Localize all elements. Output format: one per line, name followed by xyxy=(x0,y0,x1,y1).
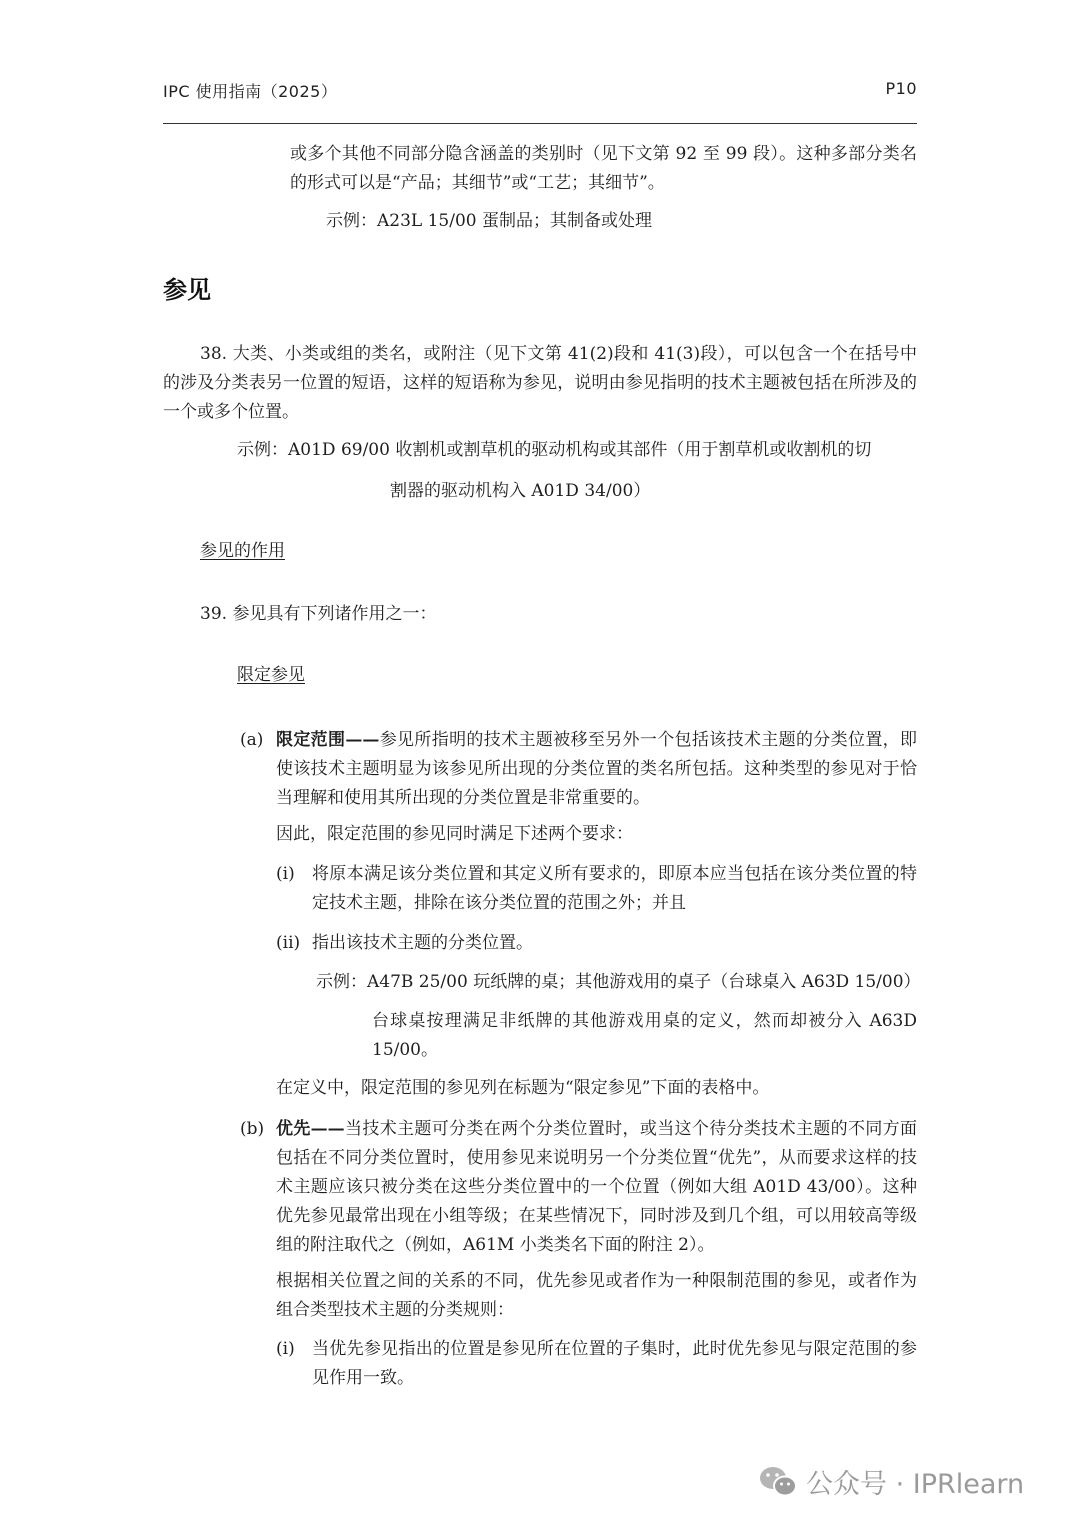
item-a-paragraph xyxy=(276,726,917,813)
item-b-i-label: (i) xyxy=(276,1339,295,1359)
item-b-paragraph xyxy=(276,1115,917,1260)
watermark-text: 公众号 · IPRlearn xyxy=(806,1469,1025,1500)
item-a-example-note: 台球桌按理满足非纸牌的其他游戏用桌的定义，然而却被分入 A63D 15/00。 xyxy=(372,1011,917,1060)
subheading-function: 参见的作用 xyxy=(200,541,285,561)
paragraph-39: 39. 参见具有下列诸作用之一： xyxy=(200,604,437,624)
paragraph-38: 38. 大类、小类或组的类名，或附注（见下文第 41(2)段和 41(3)段），可以包含一个在括号中的涉及分类表另一位置的短语，这样的短语称为参见，说明由参见指明的技术主题被包括在所涉及的一个或多个位置。 xyxy=(163,344,917,422)
page-number: P10 xyxy=(885,79,917,98)
header-title: IPC 使用指南（2025） xyxy=(163,82,338,101)
wechat-icon xyxy=(758,1465,798,1499)
item-a-label: (a) xyxy=(240,730,264,750)
item-b-term: 优先—— xyxy=(276,1119,345,1139)
item-b-relation: 根据相关位置之间的关系的不同，优先参见或者作为一种限制范围的参见，或者作为组合类型技术主题的分类规则： xyxy=(276,1271,917,1320)
item-a-ii-text: 指出该技术主题的分类位置。 xyxy=(312,933,533,953)
item-a-i-text: 将原本满足该分类位置和其定义所有要求的，即原本应当包括在该分类位置的特定技术主题，排除在该分类位置的范围之外；并且 xyxy=(312,864,917,913)
intro-example: 示例：A23L 15/00 蛋制品；其制备或处理 xyxy=(326,211,652,231)
paragraph-38-example-line2: 割器的驱动机构入 A01D 34/00） xyxy=(390,481,651,501)
item-b-label: (b) xyxy=(240,1119,265,1139)
header-divider xyxy=(163,123,917,124)
intro-paragraph: 或多个其他不同部分隐含涵盖的类别时（见下文第 92 至 99 段）。这种多部分类名的形式可以是“产品；其细节”或“工艺；其细节”。 xyxy=(290,144,917,193)
section-title: 参见 xyxy=(163,276,211,304)
item-a-term: 限定范围—— xyxy=(276,730,380,750)
item-a-therefore: 因此，限定范围的参见同时满足下述两个要求： xyxy=(276,824,633,844)
item-a-ii-label: (ii) xyxy=(276,933,301,953)
watermark xyxy=(758,1462,1024,1501)
item-a-text: 参见所指明的技术主题被移至另外一个包括该技术主题的分类位置，即使该技术主题明显为该参见所出现的分类位置的类名所包括。这种类型的参见对于恰当理解和使用其所出现的分类位置是非常重要的。 xyxy=(276,730,918,808)
item-a-i-label: (i) xyxy=(276,864,295,884)
subheading-limiting: 限定参见 xyxy=(237,665,305,685)
item-a-example: 示例：A47B 25/00 玩纸牌的桌；其他游戏用的桌子（台球桌入 A63D 15/00） xyxy=(316,972,921,992)
item-b-text: 当技术主题可分类在两个分类位置时，或当这个待分类技术主题的不同方面包括在不同分类位置时，使用参见来说明另一个分类位置“优先”，从而要求这样的技术主题应该只被分类在这些分类位置中的一个位置（例如大组 A01D 43/00）。这种优先参见最常出现在小组等级；在某些情况下，同时涉及到几个组，可以用较高等级组的附注取代之（例如，A61M 小类类名下面的附注 2）。 xyxy=(276,1119,918,1255)
item-b-i-text: 当优先参见指出的位置是参见所在位置的子集时，此时优先参见与限定范围的参见作用一致。 xyxy=(312,1339,917,1388)
paragraph-38-example-line1: 示例：A01D 69/00 收割机或割草机的驱动机构或其部件（用于割草机或收割机的切 xyxy=(237,440,872,460)
item-a-closing: 在定义中，限定范围的参见列在标题为“限定参见”下面的表格中。 xyxy=(276,1078,770,1098)
